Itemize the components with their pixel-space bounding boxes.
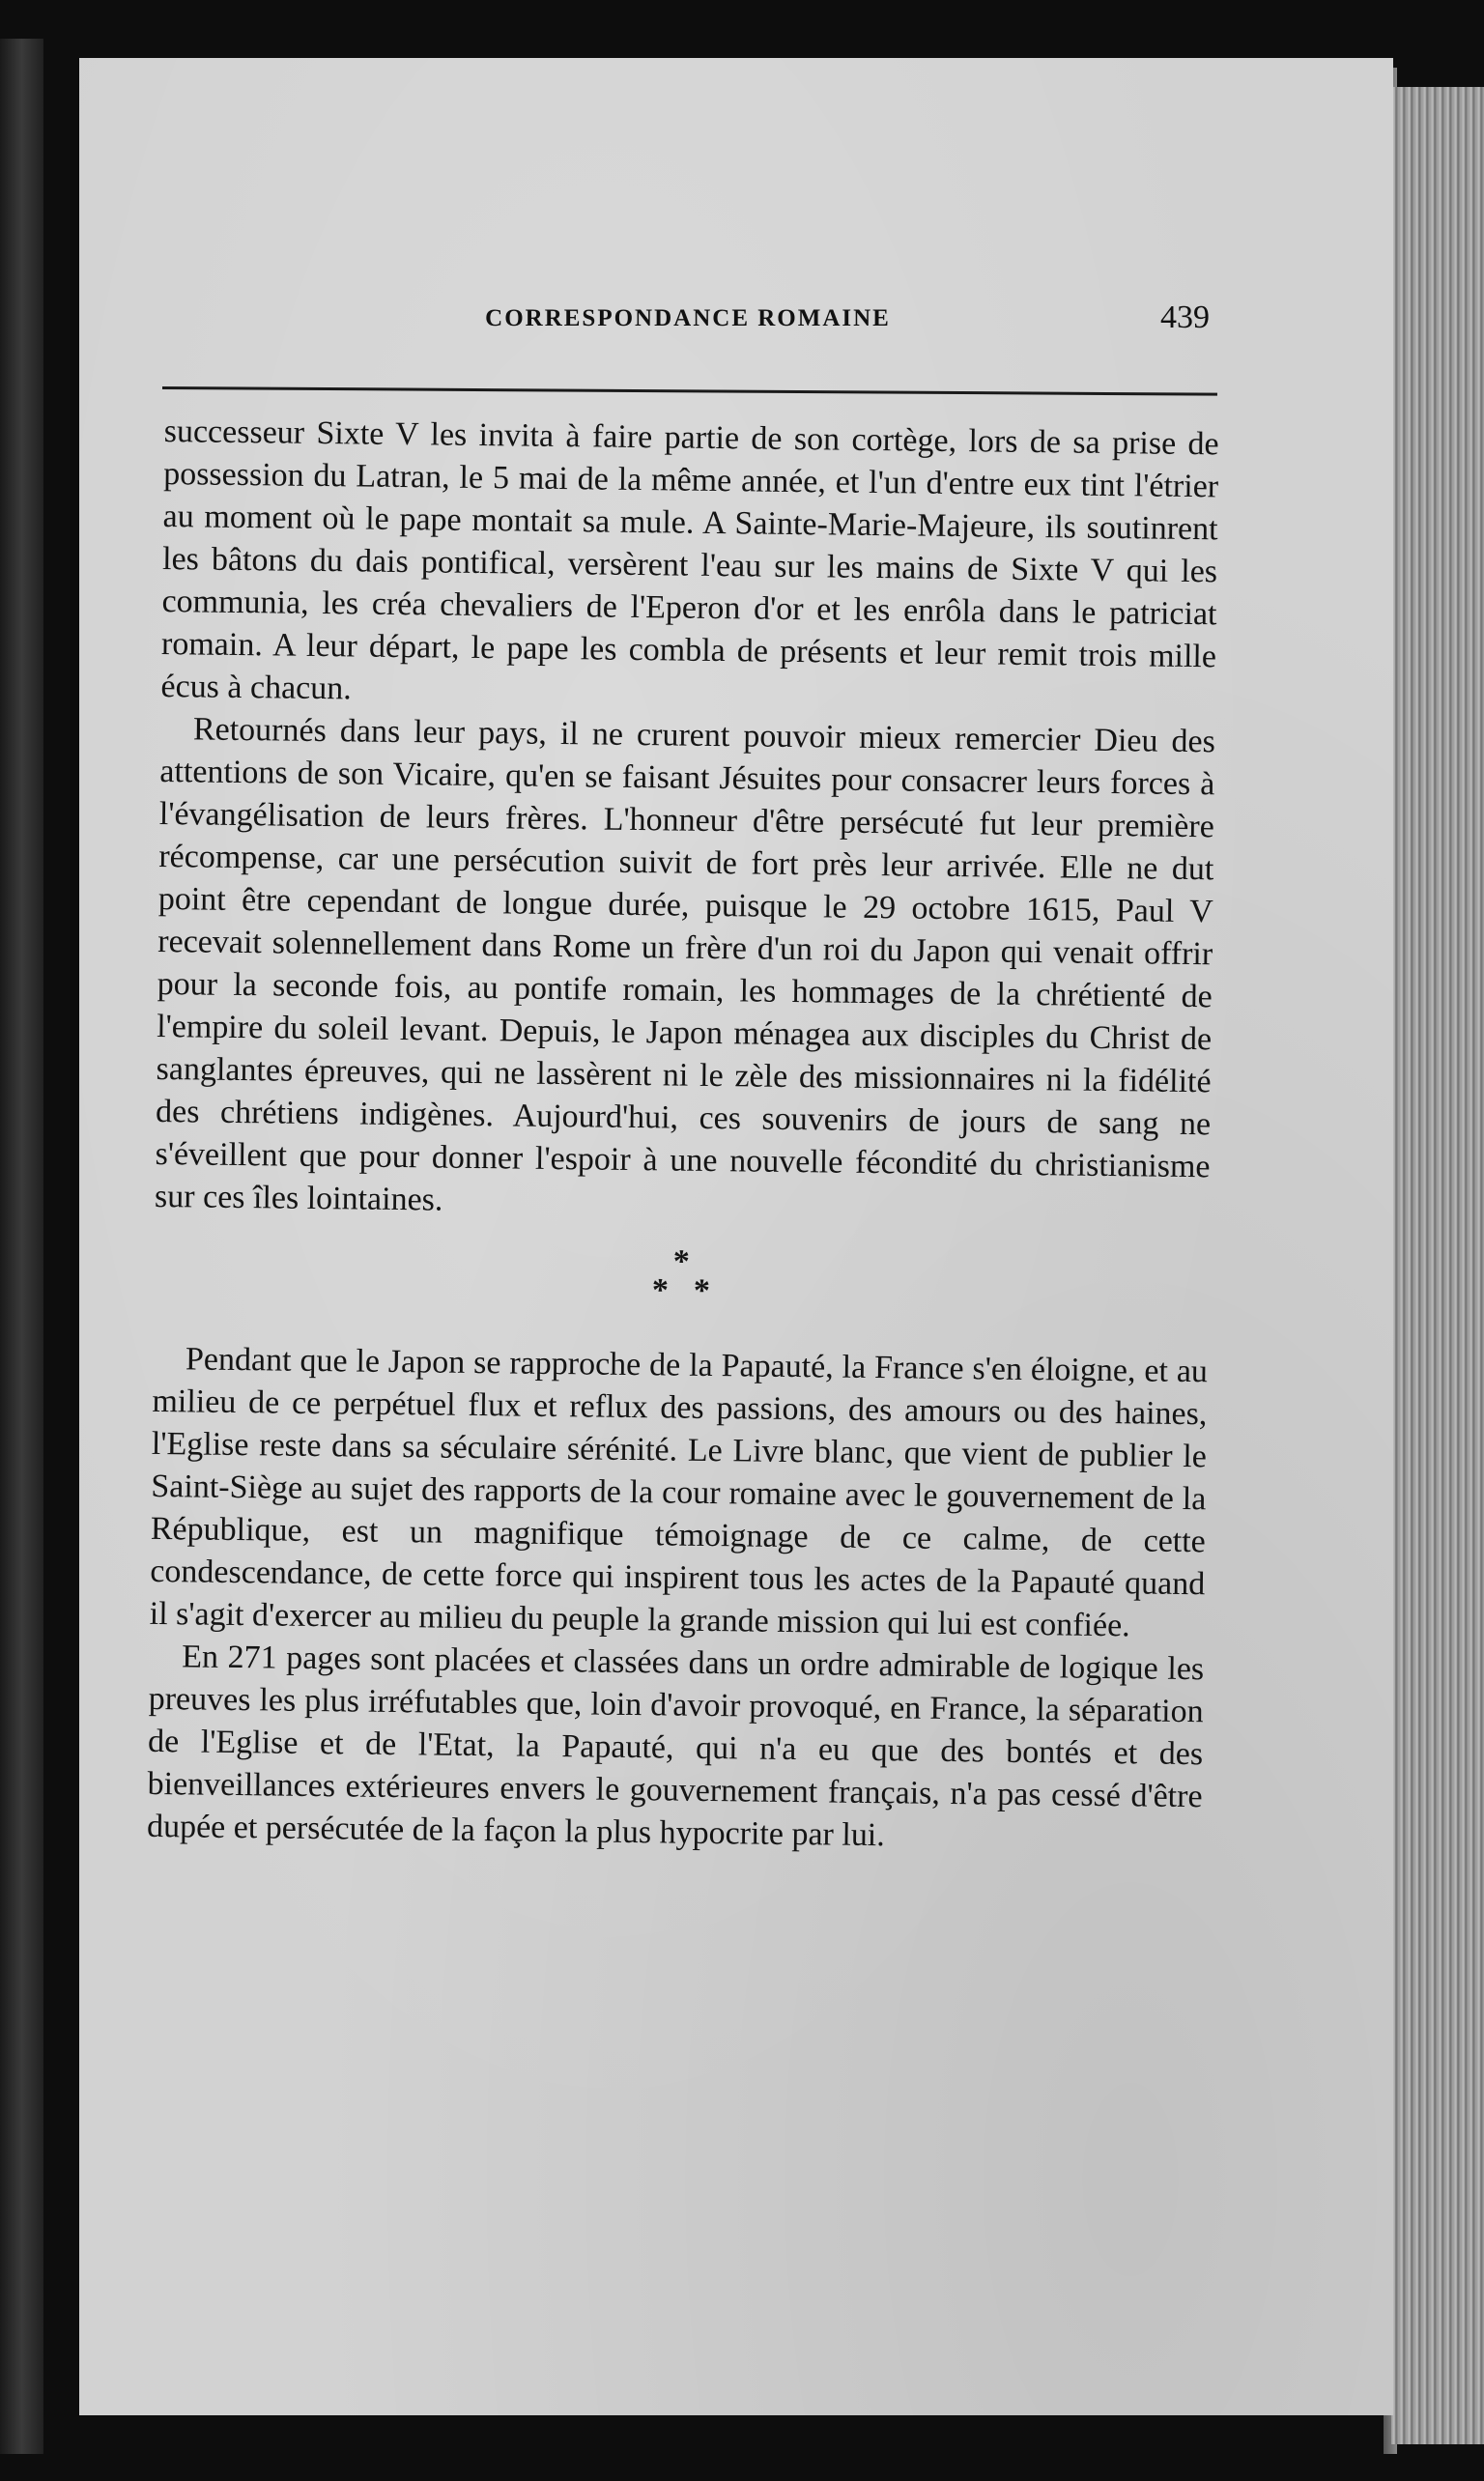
page-stack-edges <box>1391 87 1484 2444</box>
paragraph-1: successeur Sixte V les invita à faire partie de son cortège, lors de sa prise de possession du Latran, le 5 mai de la même année, et l'un d'entre eux tint l'étrier au moment où le pape montait sa mule. A Sainte-Marie-Majeure, ils soutinrent les bâtons du dais pontifical, versèrent l'eau sur les mains de Sixte V qui les communia, les créa chevaliers de l'Eperon d'or et les enrôla dans le patriciat romain. A leur départ, le pape les combla de présents et leur remit trois mille écus à chacun. <box>160 413 1219 707</box>
paragraph-3: Pendant que le Japon se rapproche de la Papauté, la France s'en éloigne, et au milieu de ce perpétuel flux et reflux des passions, des amours ou des haines, l'Eglise reste dans sa séculaire sérénité. Le Livre blanc, que vient de publier le Saint-Siège au sujet des rapports de la cour romaine avec le gouvernement de la République, est un magnifique témoignage de ce calme, de cette condescendance, de cette force qui inspirent tous les actes de la Papauté quand il s'agit d'exercer au milieu du peuple la grande mission qui lui est confiée. <box>149 1341 1209 1644</box>
page-number: 439 <box>1160 299 1210 335</box>
page-header <box>166 299 1210 348</box>
page-body <box>147 411 1219 1861</box>
paragraph-4: En 271 pages sont placées et classées dans un ordre admirable de logique les preuves les plus irréfutables que, loin d'avoir provoqué, en France, la séparation de l'Eglise et de l'Etat, la Papauté, qui n'a eu que des bontés et des bienveillances extérieures envers le gouvernement français, n'a pas cessé d'être dupée et persécutée de la façon la plus hypocrite par lui. <box>146 1639 1205 1854</box>
asterism-top: * <box>672 1243 691 1280</box>
left-page-edge <box>0 39 43 2454</box>
header-rule <box>162 386 1217 396</box>
running-title: CORRESPONDANCE ROMAINE <box>485 305 891 331</box>
asterism-bottom: ** <box>651 1272 736 1310</box>
book-page <box>79 58 1393 2415</box>
paragraph-2: Retournés dans leur pays, il ne crurent pouvoir mieux remercier Dieu des attentions de son Vicaire, qu'en se faisant Jésuites pour consacrer leurs forces à l'évangélisation de leurs frères. L'honneur d'être persécuté fut leur première récompense, car une persécution suivit de fort près leur arrivée. Elle ne dut point être cependant de longue durée, puisque le 29 octobre 1615, Paul V recevait solennellement dans Rome un frère d'un roi du Japon qui venait offrir pour la seconde fois, au pontife romain, les hommages de la chrétienté de l'empire du soleil levant. Depuis, le Japon ménagea aux disciples du Christ de sanglantes épreuves, qui ne lassèrent ni le zèle des missionnaires ni la fidélité des chrétiens indigènes. Aujourd'hui, ces souvenirs de jours de sang ne s'éveillent que pour donner l'espoir à une nouvelle fécondité du christianisme sur ces îles lointaines. <box>154 711 1216 1218</box>
section-asterism <box>154 1241 1210 1312</box>
